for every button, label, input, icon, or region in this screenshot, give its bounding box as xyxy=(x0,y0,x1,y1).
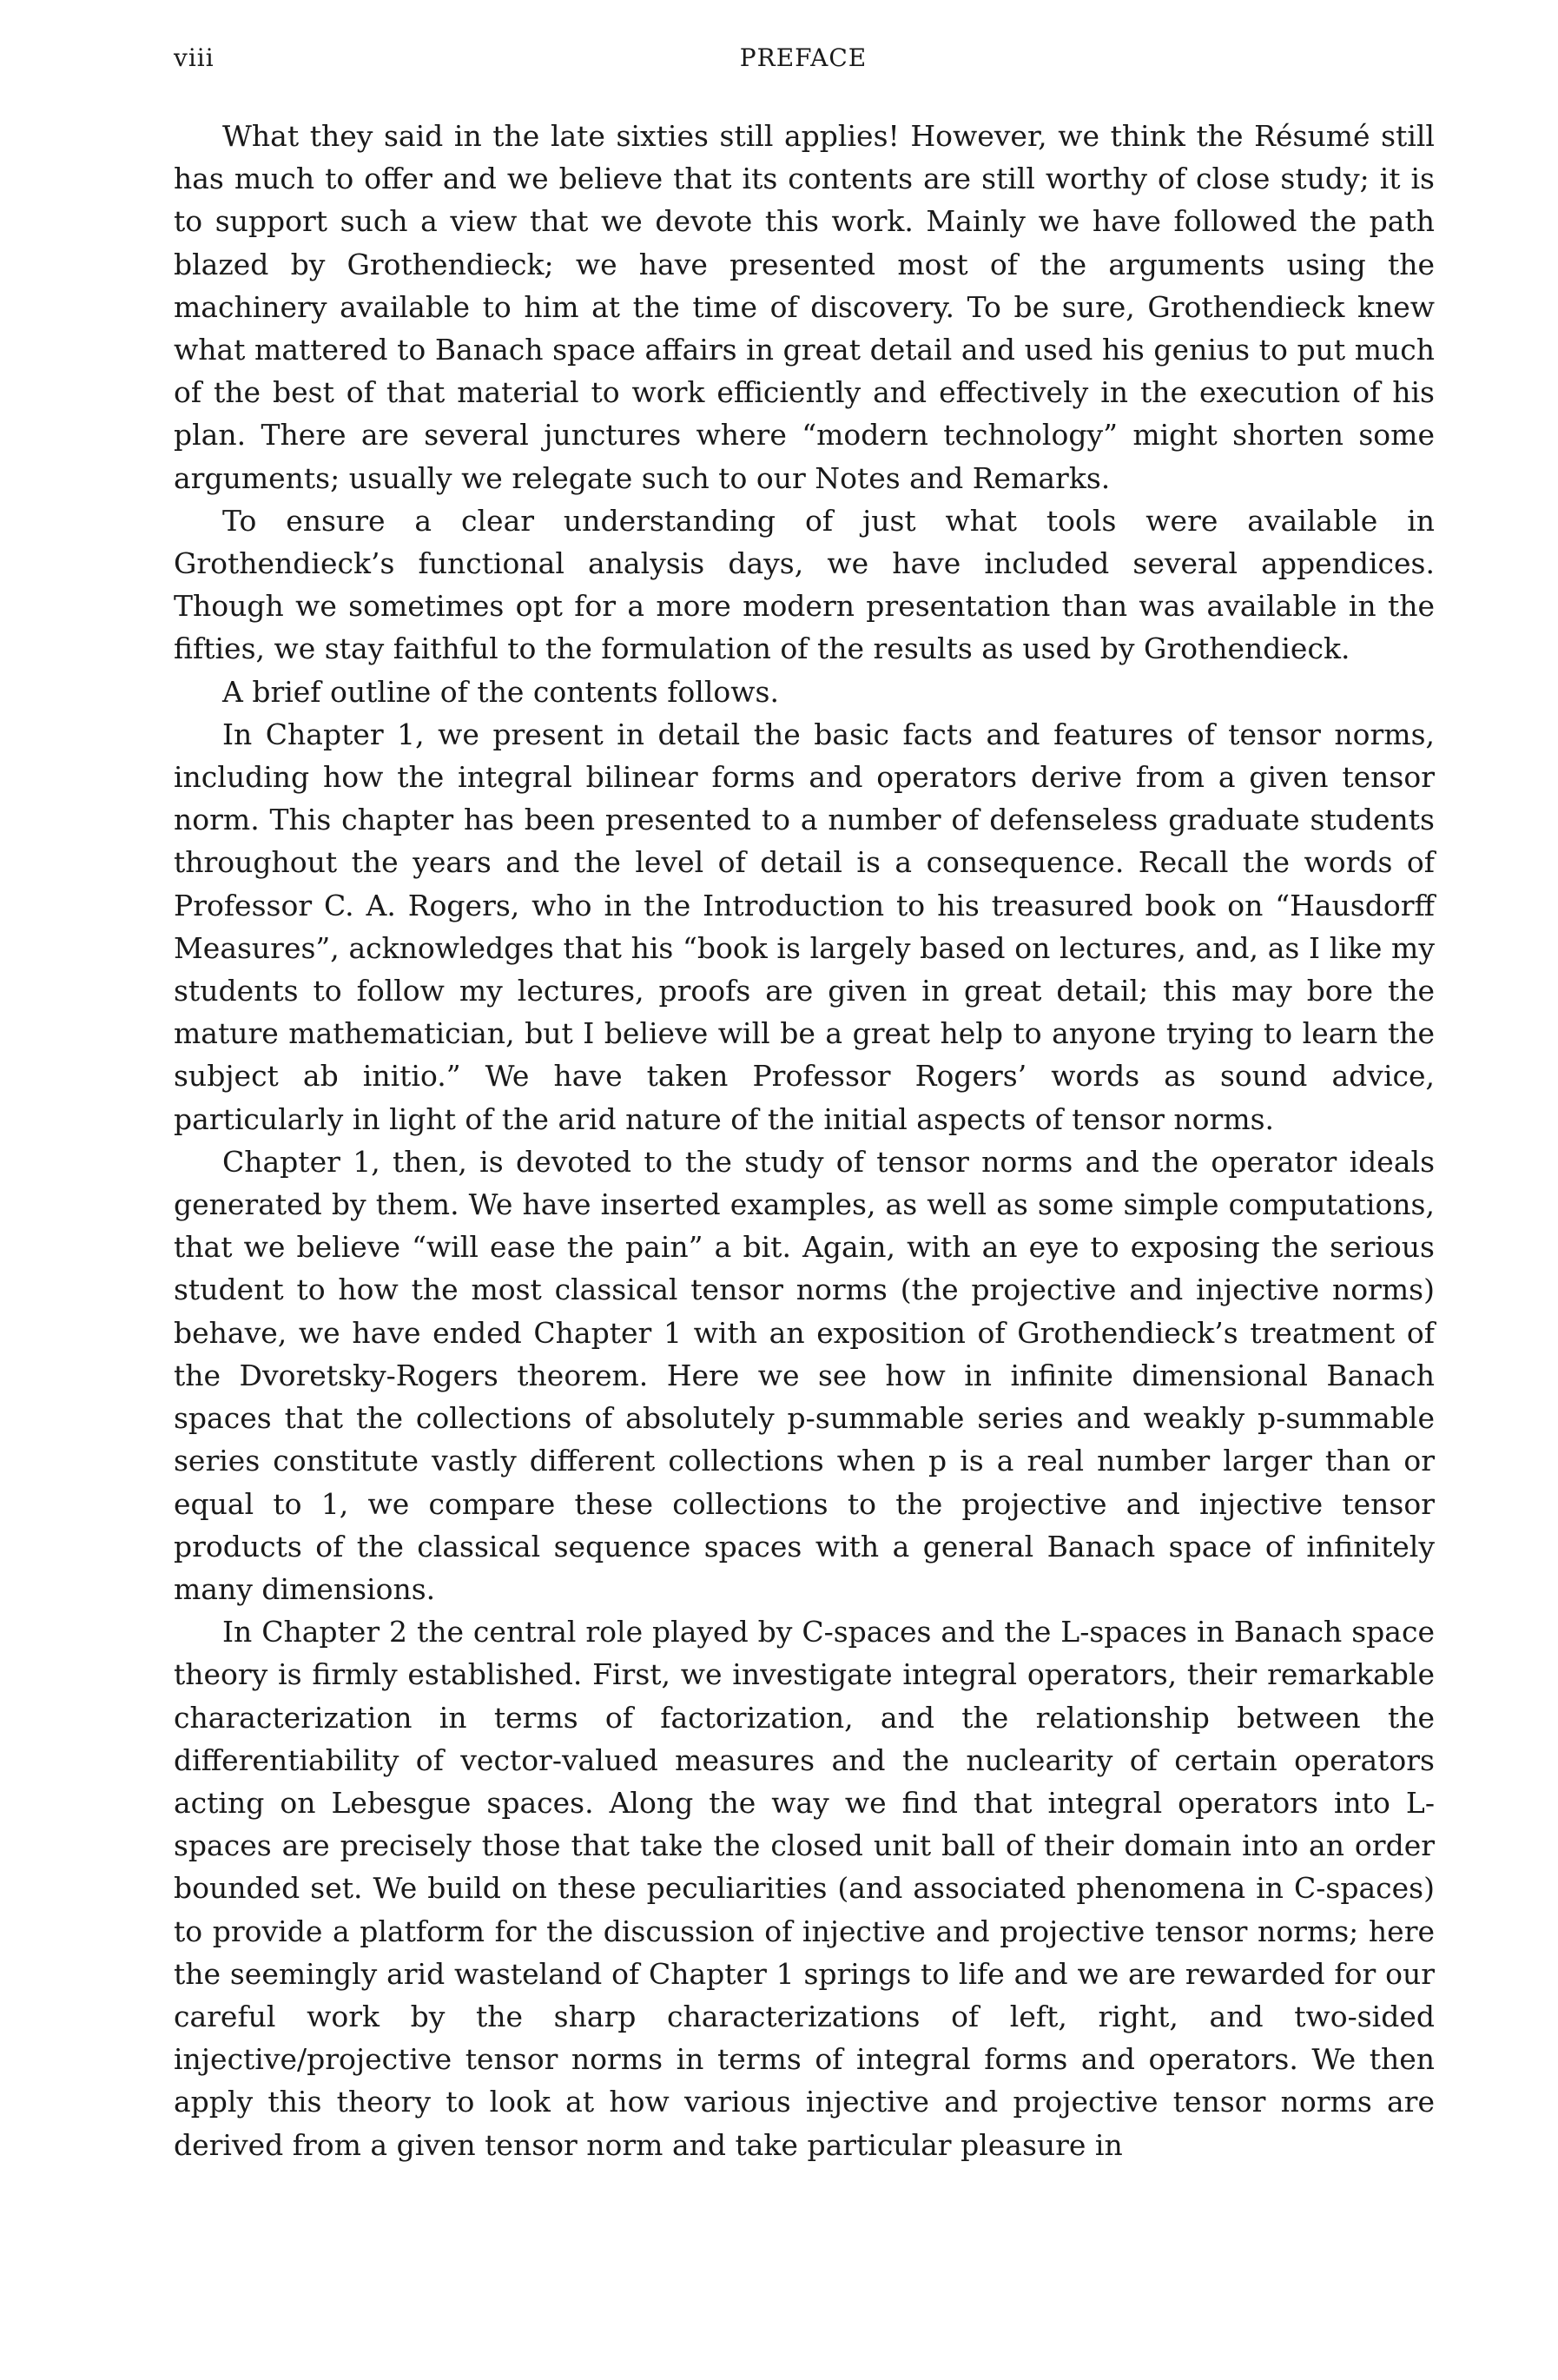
paragraph-resume-continuation: What they said in the late sixties still applies! However, we think the Résumé still has much to offer and we believe that its contents are still worthy of close study; it is to support such a view that we devote this work. Mainly we have followed the path blazed by Grothendieck; we have presented most of the arguments using the machinery available to him at the time of discovery. To be sure, Grothendieck knew what mattered to Banach space affairs in great detail and used his genius to put much of the best of that material to work efficiently and effectively in the execution of his plan. There are several junctures where “modern technology” might shorten some arguments; usually we relegate such to our Notes and Remarks. xyxy=(174,119,1435,495)
paragraph-appendices: To ensure a clear understanding of just what tools were available in Grothendieck’s functional analysis days, we have included several appendices. Though we sometimes opt for a more modern presentation than was available in the fifties, we stay faithful to the formulation of the results as used by Grothendieck. xyxy=(174,503,1435,666)
preface-body xyxy=(174,115,1435,2166)
paragraph-chapter-1-detail: Chapter 1, then, is devoted to the study of tensor norms and the operator ideals generated by them. We have inserted examples, as well as some simple computations, that we believe “will ease the pain” a bit. Again, with an eye to exposing the serious student to how the most classical tensor norms (the projective and injective norms) behave, we have ended Chapter 1 with an exposition of Grothendieck’s treatment of the Dvoretsky-Rogers theorem. Here we see how in infinite dimensional Banach spaces that the collections of absolutely p-summable series and weakly p-summable series constitute vastly different collections when p is a real number larger than or equal to 1, we compare these collections to the projective and injective tensor products of the classical sequence spaces with a general Banach space of infinitely many dimensions. xyxy=(174,1144,1435,1606)
running-head: PREFACE xyxy=(739,43,868,72)
paragraph-outline-intro: A brief outline of the contents follows. xyxy=(222,674,779,709)
page-header xyxy=(174,43,1433,82)
page-number: viii xyxy=(174,43,215,72)
paragraph-chapter-2: In Chapter 2 the central role played by C-spaces and the L-spaces in Banach space theory is firmly established. First, we investigate integral operators, their remarkable characterization in terms of factorization, and the relationship between the differentiability of vector-valued measures and the nuclearity of certain operators acting on Lebesgue spaces. Along the way we find that integral operators into L-spaces are precisely those that take the closed unit ball of their domain into an order bounded set. We build on these peculiarities (and associated phenomena in C-spaces) to provide a platform for the discussion of injective and projective tensor norms; here the seemingly arid wasteland of Chapter 1 springs to life and we are rewarded for our careful work by the sharp characterizations of left, right, and two-sided injective/projective tensor norms in terms of integral forms and operators. We then apply this theory to look at how various injective and projective tensor norms are derived from a given tensor norm and take particular pleasure in xyxy=(174,1615,1435,2162)
paragraph-chapter-1-intro: In Chapter 1, we present in detail the basic facts and features of tensor norms, including how the integral bilinear forms and operators derive from a given tensor norm. This chapter has been presented to a number of defenseless graduate students throughout the years and the level of detail is a consequence. Recall the words of Professor C. A. Rogers, who in the Introduction to his treasured book on “Hausdorff Measures”, acknowledges that his “book is largely based on lectures, and, as I like my students to follow my lectures, proofs are given in great detail; this may bore the mature mathematician, but I believe will be a great help to anyone trying to learn the subject ab initio.” We have taken Professor Rogers’ words as sound advice, particularly in light of the arid nature of the initial aspects of tensor norms. xyxy=(174,717,1435,1136)
